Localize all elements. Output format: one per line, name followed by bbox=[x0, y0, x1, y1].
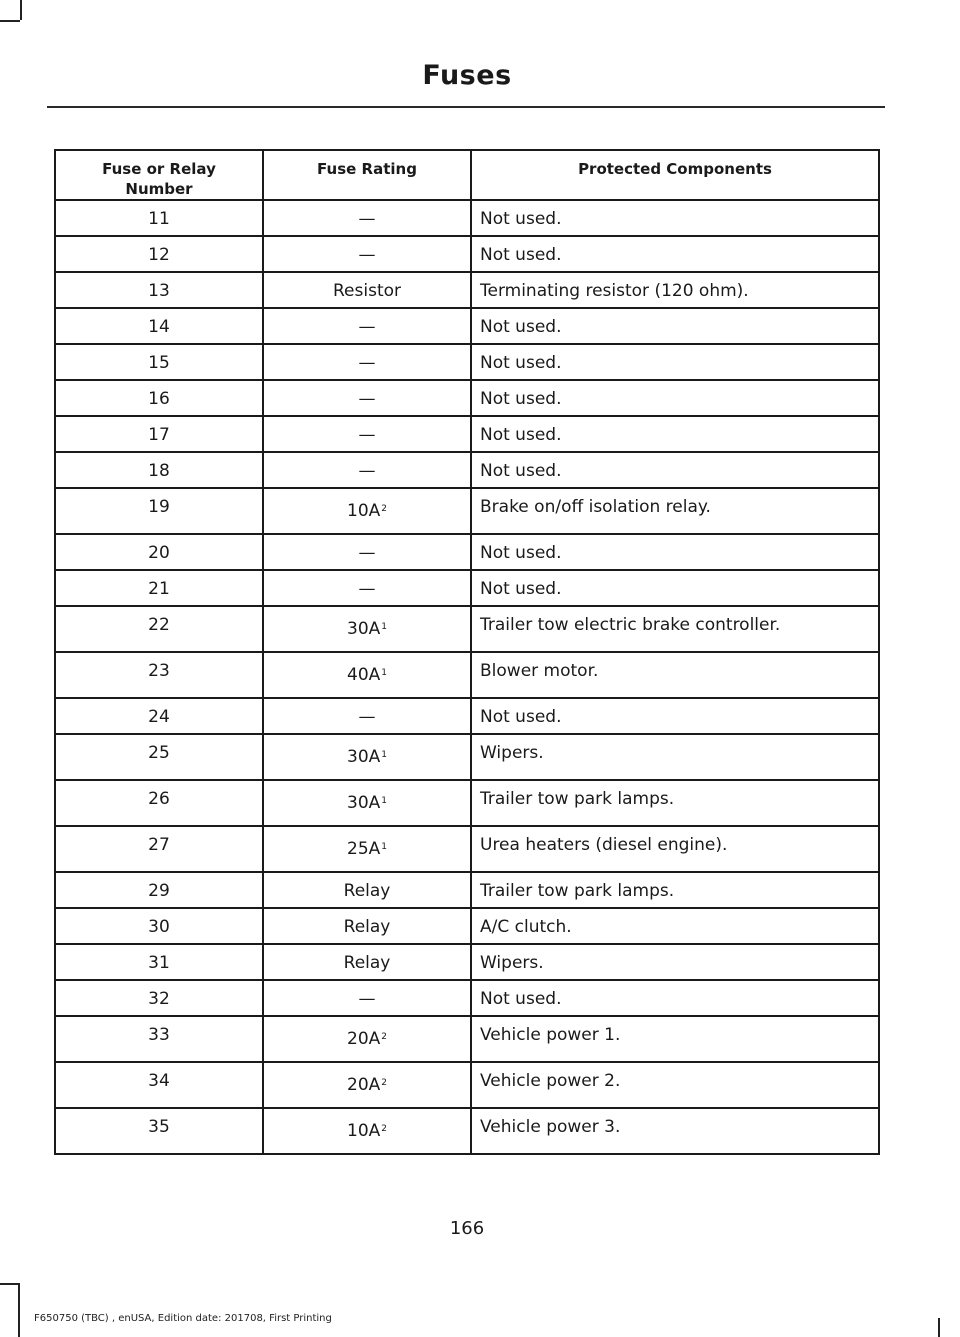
table-row bbox=[55, 272, 879, 308]
table-row bbox=[55, 734, 879, 780]
fuse-number-cell: 11 bbox=[55, 200, 263, 236]
fuse-number-cell: 15 bbox=[55, 344, 263, 380]
fuse-number-cell: 19 bbox=[55, 488, 263, 534]
table-row bbox=[55, 308, 879, 344]
table-row bbox=[55, 200, 879, 236]
fuse-rating-cell bbox=[263, 980, 471, 1016]
fuse-number-cell: 14 bbox=[55, 308, 263, 344]
protected-components-cell: Not used. bbox=[471, 380, 879, 416]
fuse-rating-value: 30A bbox=[347, 747, 381, 767]
column-header-number: Fuse or Relay Number bbox=[55, 150, 263, 200]
fuse-rating-value: — bbox=[358, 989, 376, 1009]
protected-components-cell: Trailer tow park lamps. bbox=[471, 780, 879, 826]
fuse-rating-value: — bbox=[358, 317, 376, 337]
fuse-rating-cell bbox=[263, 534, 471, 570]
footnote-marker: 2 bbox=[381, 1124, 387, 1134]
fuse-rating-value: — bbox=[358, 707, 376, 727]
fuse-rating-cell bbox=[263, 908, 471, 944]
table-row bbox=[55, 570, 879, 606]
protected-components-cell: Terminating resistor (120 ohm). bbox=[471, 272, 879, 308]
column-header-rating: Fuse Rating bbox=[263, 150, 471, 200]
fuse-rating-cell bbox=[263, 1062, 471, 1108]
fuse-number-cell: 26 bbox=[55, 780, 263, 826]
fuse-rating-cell bbox=[263, 872, 471, 908]
fuse-rating-value: Relay bbox=[343, 917, 391, 937]
fuse-rating-value: 25A bbox=[347, 839, 381, 859]
table-row bbox=[55, 826, 879, 872]
footer-edition-text: F650750 (TBC) , enUSA, Edition date: 201708, First Printing bbox=[34, 1313, 332, 1324]
fuse-number-cell: 29 bbox=[55, 872, 263, 908]
protected-components-cell: Blower motor. bbox=[471, 652, 879, 698]
table-row bbox=[55, 780, 879, 826]
fuse-number-cell: 13 bbox=[55, 272, 263, 308]
crop-mark-top-left bbox=[20, 0, 22, 20]
table-row bbox=[55, 380, 879, 416]
fuse-rating-value: Relay bbox=[343, 881, 391, 901]
fuse-rating-cell bbox=[263, 698, 471, 734]
protected-components-cell: Wipers. bbox=[471, 944, 879, 980]
fuse-rating-value: 20A bbox=[347, 1029, 381, 1049]
protected-components-cell: Not used. bbox=[471, 570, 879, 606]
footnote-marker: 1 bbox=[381, 622, 387, 632]
table-row bbox=[55, 416, 879, 452]
protected-components-cell: Not used. bbox=[471, 236, 879, 272]
fuse-rating-cell bbox=[263, 344, 471, 380]
fuse-number-cell: 35 bbox=[55, 1108, 263, 1154]
fuse-rating-value: 40A bbox=[347, 665, 381, 685]
fuse-rating-cell bbox=[263, 308, 471, 344]
protected-components-cell: Vehicle power 3. bbox=[471, 1108, 879, 1154]
fuse-rating-cell bbox=[263, 488, 471, 534]
protected-components-cell: Vehicle power 2. bbox=[471, 1062, 879, 1108]
fuse-rating-cell bbox=[263, 416, 471, 452]
fuse-rating-cell bbox=[263, 200, 471, 236]
table-row bbox=[55, 698, 879, 734]
protected-components-cell: Not used. bbox=[471, 980, 879, 1016]
fuse-rating-value: — bbox=[358, 389, 376, 409]
fuse-rating-cell bbox=[263, 380, 471, 416]
crop-mark-top-left bbox=[0, 20, 20, 22]
fuse-number-cell: 20 bbox=[55, 534, 263, 570]
protected-components-cell: Not used. bbox=[471, 534, 879, 570]
crop-mark-bottom-right bbox=[938, 1318, 940, 1337]
table-row bbox=[55, 488, 879, 534]
fuse-rating-value: — bbox=[358, 245, 376, 265]
header-rule bbox=[47, 106, 885, 108]
fuse-number-cell: 12 bbox=[55, 236, 263, 272]
footnote-marker: 2 bbox=[381, 1032, 387, 1042]
fuse-rating-cell bbox=[263, 652, 471, 698]
protected-components-cell: Not used. bbox=[471, 200, 879, 236]
fuse-rating-cell bbox=[263, 606, 471, 652]
fuse-number-cell: 25 bbox=[55, 734, 263, 780]
fuse-rating-value: — bbox=[358, 543, 376, 563]
fuse-rating-cell bbox=[263, 570, 471, 606]
footnote-marker: 1 bbox=[381, 750, 387, 760]
fuse-rating-value: — bbox=[358, 461, 376, 481]
fuse-rating-value: 30A bbox=[347, 793, 381, 813]
table-row bbox=[55, 908, 879, 944]
table-row bbox=[55, 1062, 879, 1108]
protected-components-cell: Trailer tow electric brake controller. bbox=[471, 606, 879, 652]
fuse-number-cell: 17 bbox=[55, 416, 263, 452]
crop-mark-bottom-left bbox=[18, 1283, 20, 1337]
protected-components-cell: Brake on/off isolation relay. bbox=[471, 488, 879, 534]
protected-components-cell: Not used. bbox=[471, 308, 879, 344]
footnote-marker: 1 bbox=[381, 796, 387, 806]
table-body bbox=[55, 200, 879, 1154]
fuse-table bbox=[54, 149, 880, 1155]
table-row bbox=[55, 236, 879, 272]
fuse-number-cell: 24 bbox=[55, 698, 263, 734]
fuse-number-cell: 34 bbox=[55, 1062, 263, 1108]
fuse-rating-cell bbox=[263, 780, 471, 826]
table-row bbox=[55, 606, 879, 652]
table-row bbox=[55, 1108, 879, 1154]
fuse-rating-value: 20A bbox=[347, 1075, 381, 1095]
protected-components-cell: Wipers. bbox=[471, 734, 879, 780]
table-row bbox=[55, 344, 879, 380]
table-row bbox=[55, 652, 879, 698]
fuse-number-cell: 27 bbox=[55, 826, 263, 872]
fuse-number-cell: 16 bbox=[55, 380, 263, 416]
column-header-components: Protected Components bbox=[471, 150, 879, 200]
page-number: 166 bbox=[449, 1218, 485, 1239]
footnote-marker: 2 bbox=[381, 504, 387, 514]
footnote-marker: 2 bbox=[381, 1078, 387, 1088]
fuse-rating-value: 10A bbox=[347, 501, 381, 521]
fuse-rating-cell bbox=[263, 944, 471, 980]
fuse-rating-value: Resistor bbox=[333, 281, 401, 301]
fuse-rating-value: — bbox=[358, 209, 376, 229]
fuse-number-cell: 18 bbox=[55, 452, 263, 488]
protected-components-cell: Not used. bbox=[471, 698, 879, 734]
fuse-rating-cell bbox=[263, 826, 471, 872]
protected-components-cell: Not used. bbox=[471, 344, 879, 380]
fuse-number-cell: 22 bbox=[55, 606, 263, 652]
protected-components-cell: Not used. bbox=[471, 452, 879, 488]
fuse-rating-value: — bbox=[358, 353, 376, 373]
fuse-number-cell: 32 bbox=[55, 980, 263, 1016]
table-row bbox=[55, 1016, 879, 1062]
table-row bbox=[55, 980, 879, 1016]
fuse-rating-cell bbox=[263, 1016, 471, 1062]
table-row bbox=[55, 534, 879, 570]
table-row bbox=[55, 452, 879, 488]
protected-components-cell: Vehicle power 1. bbox=[471, 1016, 879, 1062]
fuse-number-cell: 23 bbox=[55, 652, 263, 698]
fuse-rating-value: — bbox=[358, 579, 376, 599]
protected-components-cell: A/C clutch. bbox=[471, 908, 879, 944]
fuse-rating-value: Relay bbox=[343, 953, 391, 973]
fuse-number-cell: 30 bbox=[55, 908, 263, 944]
protected-components-cell: Urea heaters (diesel engine). bbox=[471, 826, 879, 872]
fuse-rating-value: 30A bbox=[347, 619, 381, 639]
fuse-rating-cell bbox=[263, 236, 471, 272]
fuse-number-cell: 21 bbox=[55, 570, 263, 606]
table-row bbox=[55, 872, 879, 908]
crop-mark-bottom-left bbox=[0, 1283, 18, 1285]
protected-components-cell: Not used. bbox=[471, 416, 879, 452]
fuse-number-cell: 33 bbox=[55, 1016, 263, 1062]
fuse-rating-value: — bbox=[358, 425, 376, 445]
table-header-row bbox=[55, 150, 879, 200]
fuse-rating-cell bbox=[263, 1108, 471, 1154]
page-title: Fuses bbox=[422, 60, 512, 91]
footnote-marker: 1 bbox=[381, 842, 387, 852]
fuse-number-cell: 31 bbox=[55, 944, 263, 980]
footnote-marker: 1 bbox=[381, 668, 387, 678]
fuse-rating-cell bbox=[263, 272, 471, 308]
table-row bbox=[55, 944, 879, 980]
fuse-rating-value: 10A bbox=[347, 1121, 381, 1141]
fuse-rating-cell bbox=[263, 734, 471, 780]
protected-components-cell: Trailer tow park lamps. bbox=[471, 872, 879, 908]
fuse-rating-cell bbox=[263, 452, 471, 488]
